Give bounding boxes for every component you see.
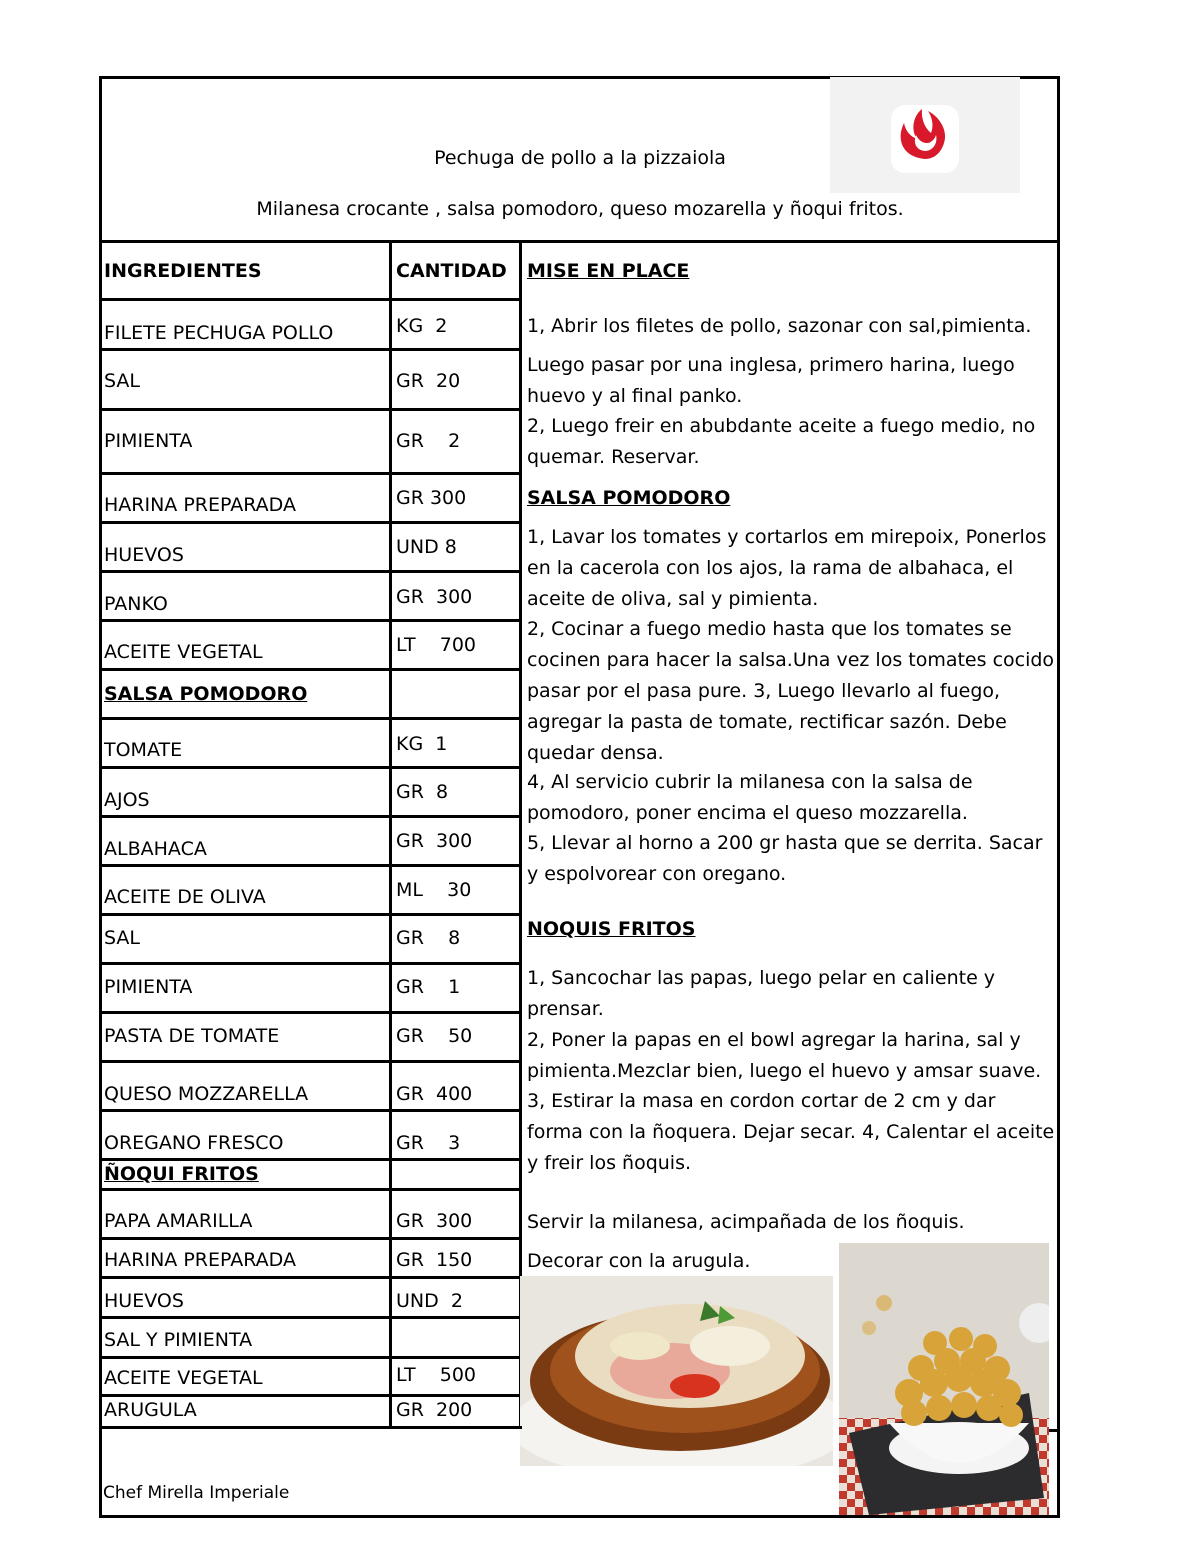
table-row-divider (99, 1158, 522, 1161)
table-row-divider (99, 1394, 522, 1397)
ingredient-name: PASTA DE TOMATE (104, 1025, 280, 1047)
mise-en-place-title: MISE EN PLACE (527, 260, 690, 282)
noquis-step-2: 2, Poner la papas en el bowl agregar la harina, sal y pimienta.Mezclar bien, luego el huevo y amsar suave. (527, 1029, 1042, 1082)
ingredient-name: PANKO (104, 593, 168, 615)
ingredient-quantity: GR 300 (396, 487, 467, 509)
noquis-photo (839, 1243, 1049, 1515)
table-row-divider (99, 521, 522, 524)
ingredient-name: ARUGULA (104, 1399, 197, 1421)
ingredient-quantity: GR 300 (396, 1210, 473, 1232)
ingredient-quantity: KG 2 (396, 315, 448, 337)
noquis-step-1: 1, Sancochar las papas, luego pelar en caliente y prensar. (527, 967, 996, 1020)
table-row-divider (99, 668, 522, 671)
table-row-divider (99, 913, 522, 916)
ingredient-quantity: UND 2 (396, 1290, 463, 1312)
ingredient-name: ALBAHACA (104, 838, 207, 860)
table-right-border (519, 243, 522, 1426)
ingredient-quantity: GR 150 (396, 1249, 473, 1271)
noquis-title: NOQUIS FRITOS (527, 918, 696, 940)
ingredient-name: PIMIENTA (104, 976, 193, 998)
ingredient-quantity: LT 500 (396, 1364, 476, 1386)
table-bottom-border (99, 1426, 522, 1429)
ingredient-name: PIMIENTA (104, 430, 193, 452)
salsa-step-1: 1, Lavar los tomates y cortarlos em mirepoix, Ponerlos en la cacerola con los ajos, la rama de albahaca, el aceite de oliva, sal y pimienta. (527, 526, 1047, 610)
salsa-step-5: 5, Llevar al horno a 200 gr hasta que se derrita. Sacar y espolvorear con oregano. (527, 832, 1043, 885)
ingredient-name: HARINA PREPARADA (104, 494, 296, 516)
ingredient-quantity: GR 300 (396, 586, 473, 608)
table-row-divider (99, 1188, 522, 1191)
salsa-title: SALSA POMODORO (527, 487, 731, 509)
mise-step-1: 1, Abrir los filetes de pollo, sazonar con sal,pimienta. (527, 315, 1032, 337)
chef-name: Chef Mirella Imperiale (103, 1483, 290, 1503)
ingredient-name: QUESO MOZZARELLA (104, 1083, 309, 1105)
ingredient-quantity: GR 200 (396, 1399, 473, 1421)
ingredient-quantity: GR 300 (396, 830, 473, 852)
table-row-divider (99, 1237, 522, 1240)
table-row-divider (99, 1011, 522, 1014)
ingredient-quantity: GR 3 (396, 1132, 461, 1154)
ingredient-name: TOMATE (104, 739, 183, 761)
salsa-step-2: 2, Cocinar a fuego medio hasta que los tomates se cocinen para hacer la salsa.Una vez los tomates cocido pasar por el pasa pure. 3, Luego llevarlo al fuego, agregar la pasta de tomate, rectificar sazón. Debe quedar densa. (527, 618, 1055, 764)
mise-step-1b: Luego pasar por una inglesa, primero harina, luego huevo y al final panko. (527, 354, 1015, 407)
ingredient-name: HARINA PREPARADA (104, 1249, 296, 1271)
table-col-divider (389, 243, 392, 1426)
table-row-divider (99, 717, 522, 720)
mise-step-2: 2, Luego freir en abubdante aceite a fuego medio, no quemar. Reservar. (527, 415, 1036, 468)
ingredient-quantity: GR 8 (396, 781, 449, 803)
table-row-divider (99, 298, 522, 301)
recipe-title: Pechuga de pollo a la pizzaiola (434, 147, 726, 169)
ingredient-quantity: GR 8 (396, 927, 461, 949)
ingredient-quantity: GR 2 (396, 430, 461, 452)
ingredient-quantity: LT 700 (396, 634, 476, 656)
ingredient-name: PAPA AMARILLA (104, 1210, 253, 1232)
ingredient-name: SAL Y PIMIENTA (104, 1329, 253, 1351)
table-row-divider (99, 1276, 522, 1279)
ingredient-name: HUEVOS (104, 1290, 184, 1312)
ingredient-name: ACEITE VEGETAL (104, 1367, 263, 1389)
table-row-divider (99, 1316, 522, 1319)
ingredient-name: ACEITE VEGETAL (104, 641, 263, 663)
ingredient-name: ACEITE DE OLIVA (104, 886, 266, 908)
table-row-divider (99, 1109, 522, 1112)
salsa-step-4: 4, Al servicio cubrir la milanesa con la salsa de pomodoro, poner encima el queso mozzarella. (527, 771, 973, 824)
noquis-step-3: 3, Estirar la masa en cordon cortar de 2 cm y dar forma con la ñoquera. Dejar secar. 4, Calentar el aceite y freir los ñoquis. (527, 1090, 1055, 1174)
ingredient-name: OREGANO FRESCO (104, 1132, 284, 1154)
ingredient-quantity: GR 50 (396, 1025, 473, 1047)
section-heading: ÑOQUI FRITOS (104, 1163, 259, 1185)
table-row-divider (99, 815, 522, 818)
table-row-divider (99, 408, 522, 411)
ingredient-quantity: GR 1 (396, 976, 461, 998)
ingredient-name: AJOS (104, 789, 150, 811)
ingredient-name: SAL (104, 927, 140, 949)
right-divider-segment (1049, 1429, 1060, 1432)
table-row-divider (99, 864, 522, 867)
ingredient-name: FILETE PECHUGA POLLO (104, 322, 334, 344)
university-logo-icon (830, 77, 1020, 193)
table-row-divider (99, 766, 522, 769)
ingredient-quantity: GR 400 (396, 1083, 473, 1105)
table-row-divider (99, 1060, 522, 1063)
table-row-divider (99, 472, 522, 475)
quantity-header: CANTIDAD (396, 260, 507, 282)
ingredient-quantity: GR 20 (396, 370, 461, 392)
ingredient-name: SAL (104, 370, 140, 392)
table-row-divider (99, 962, 522, 965)
section-heading: SALSA POMODORO (104, 683, 308, 705)
table-row-divider (99, 348, 522, 351)
serve-note: Servir la milanesa, acimpañada de los ñoquis. (527, 1211, 965, 1233)
recipe-subtitle: Milanesa crocante , salsa pomodoro, queso mozarella y ñoqui fritos. (256, 198, 904, 220)
decor-note: Decorar con la arugula. (527, 1250, 751, 1272)
ingredient-quantity: KG 1 (396, 733, 448, 755)
logo-area (830, 77, 1020, 193)
ingredients-header: INGREDIENTES (104, 260, 262, 282)
table-row-divider (99, 1356, 522, 1359)
ingredient-quantity: UND 8 (396, 536, 457, 558)
ingredient-name: HUEVOS (104, 544, 184, 566)
table-row-divider (99, 619, 522, 622)
ingredient-quantity: ML 30 (396, 879, 472, 901)
header-divider (99, 240, 1060, 243)
milanesa-photo (520, 1276, 833, 1466)
table-row-divider (99, 570, 522, 573)
